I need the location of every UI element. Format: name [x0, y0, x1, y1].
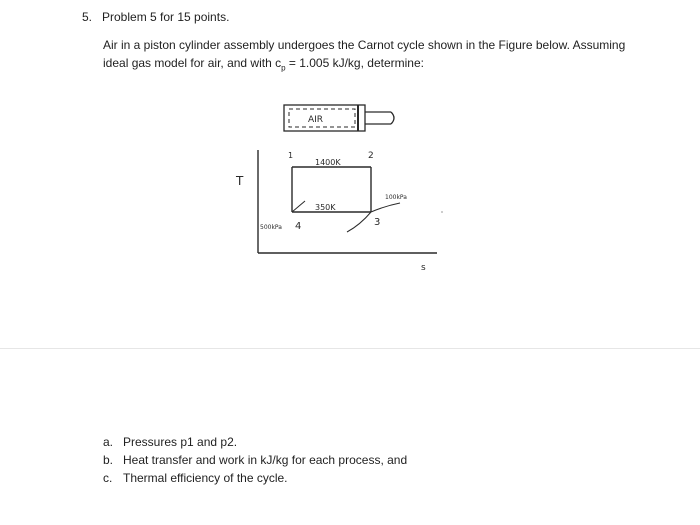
question-marker: b.	[103, 453, 114, 467]
problem-number: 5.	[82, 10, 93, 24]
state-3-label: 3	[374, 217, 381, 228]
ts-axes	[258, 150, 437, 253]
question-marker: a.	[103, 435, 114, 449]
axis-label-t: T	[236, 174, 244, 188]
pressure-state-3-label: 100kPa	[385, 194, 407, 201]
stray-dot	[441, 211, 443, 213]
state-4-label: 4	[295, 221, 302, 232]
carnot-cycle-path	[292, 167, 400, 232]
list-item	[103, 469, 407, 487]
slash-state-4	[292, 201, 305, 212]
carnot-cycle-figure	[225, 95, 455, 275]
axis-label-s: s	[421, 263, 426, 273]
question-marker: c.	[103, 471, 113, 485]
problem-heading	[82, 10, 229, 24]
problem-statement-line-2	[103, 56, 424, 72]
page-divider	[0, 348, 700, 349]
question-text: Thermal efficiency of the cycle.	[123, 471, 288, 485]
cylinder-label: AIR	[308, 115, 324, 125]
piston-cylinder-sketch	[284, 105, 394, 131]
state-1-label: 1	[288, 151, 294, 160]
problem-statement-line-1: Air in a piston cylinder assembly undergoes the Carnot cycle shown in the Figure below. Assuming	[103, 38, 626, 52]
question-text: Heat transfer and work in kJ/kg for each process, and	[123, 453, 408, 467]
question-list	[103, 433, 407, 487]
list-item	[103, 451, 407, 469]
list-item	[103, 433, 407, 451]
intro-text-a: ideal gas model for air, and with c	[103, 56, 282, 70]
piston-rod-end	[391, 112, 394, 124]
high-temperature-label: 1400K	[315, 158, 341, 167]
problem-title: Problem 5 for 15 points.	[102, 10, 230, 24]
pressure-state-4-label: 500kPa	[260, 224, 282, 231]
cp-subscript: p	[281, 63, 286, 73]
low-temperature-label: 350K	[315, 203, 336, 212]
isobar-line	[347, 212, 371, 232]
question-text: Pressures p1 and p2.	[123, 435, 238, 449]
intro-text-b: = 1.005 kJ/kg, determine:	[285, 56, 424, 70]
state-2-label: 2	[368, 151, 374, 161]
pressure-3-leader	[371, 203, 400, 212]
